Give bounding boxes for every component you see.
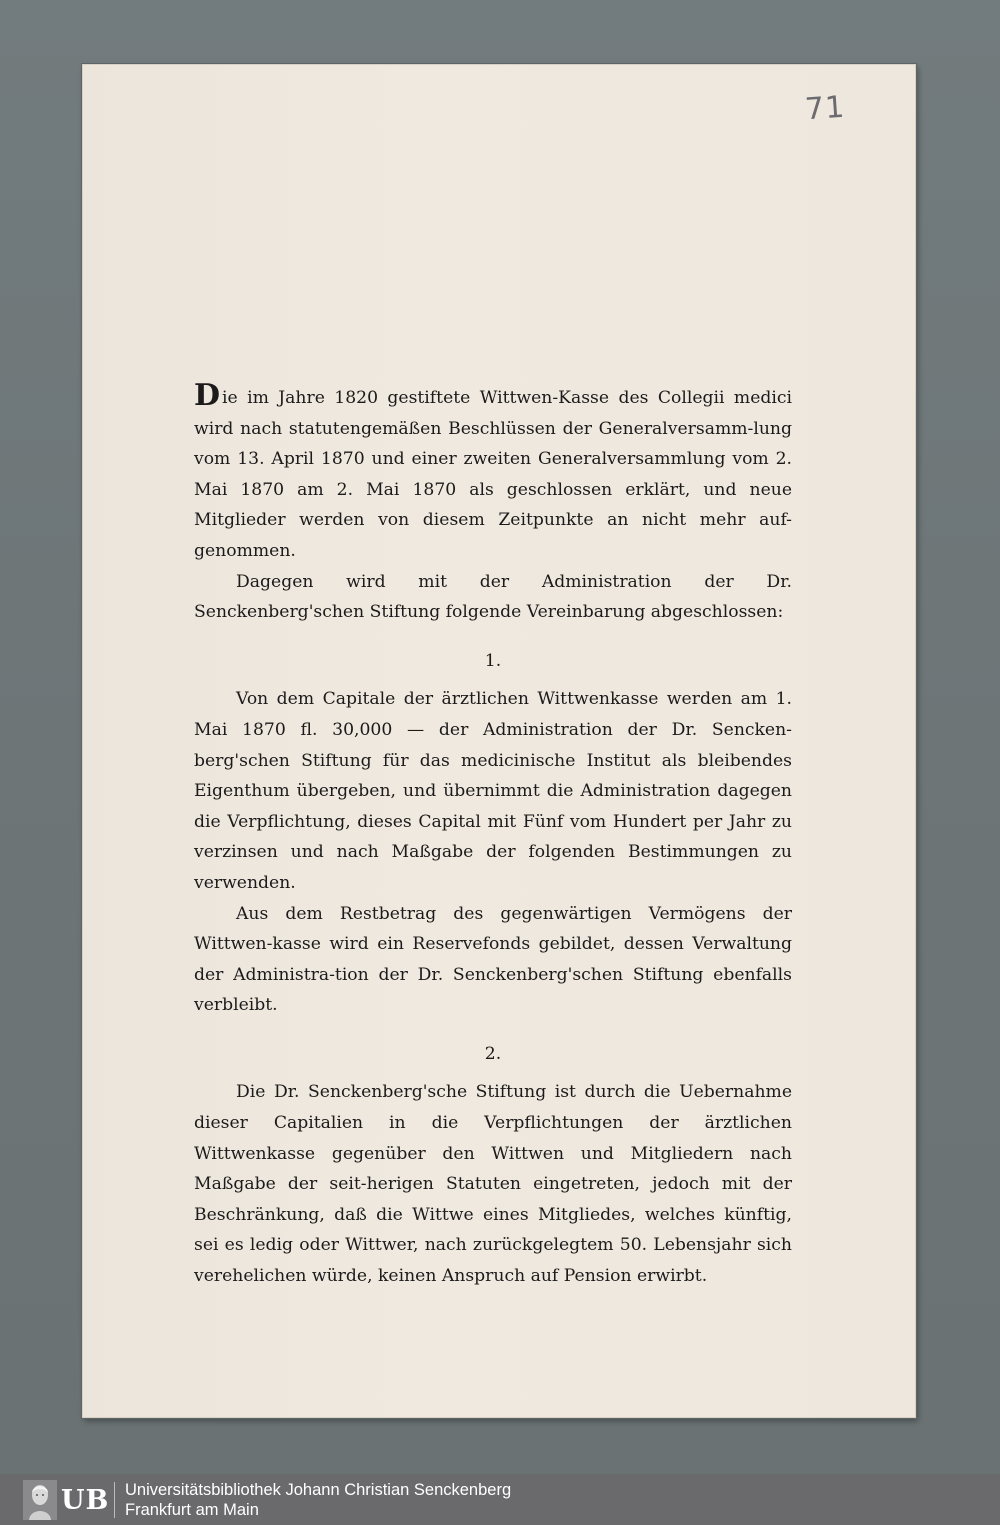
footer-divider bbox=[114, 1482, 115, 1518]
section-number-1: 1. bbox=[484, 650, 502, 671]
portrait-icon bbox=[23, 1480, 57, 1520]
footer-institution-text bbox=[125, 1480, 511, 1520]
library-logo[interactable] bbox=[23, 1480, 111, 1520]
section-number-2: 2. bbox=[484, 1043, 502, 1064]
agreement-intro-paragraph: Dagegen wird mit der Administration der Dr. Senckenberg'schen Stiftung folgende Vereinbarung abgeschlossen: bbox=[194, 571, 792, 623]
section-1-paragraph-2: Aus dem Restbetrag des gegenwärtigen Vermögens der Wittwen-kasse wird ein Reservefonds gebildet, dessen Verwaltung der Administra-tion der Dr. Senckenberg'schen Stiftung ebenfalls verbleibt. bbox=[194, 903, 792, 1016]
document-page bbox=[82, 64, 916, 1418]
pencil-page-number: 71 bbox=[803, 89, 847, 128]
footer-line-1: Universitätsbibliothek Johann Christian Senckenberg bbox=[125, 1481, 512, 1499]
drop-cap: D bbox=[194, 378, 221, 413]
opening-paragraph-text: ie im Jahre 1820 gestiftete Wittwen-Kasse des Collegii medici wird nach statutengemäßen Beschlüssen der Generalversamm-lung vom 13. April 1870 und einer zweiten Generalversammlung vom 2. Mai 1870 am 2. Mai 1870 als geschlossen erklärt, und neue Mitglieder werden von diesem Zeitpunkte an nicht mehr auf-genommen. bbox=[194, 388, 792, 561]
opening-paragraph bbox=[194, 378, 792, 567]
document-text bbox=[194, 378, 792, 1292]
section-1-paragraph-1: Von dem Capitale der ärztlichen Wittwenkasse werden am 1. Mai 1870 fl. 30,000 — der Administration der Dr. Sencken-berg'schen Stiftung für das medicinische Institut als bleibendes Eigenthum übergeben, und übernimmt die Administration dagegen die Verpflichtung, dieses Capital mit Fünf vom Hundert per Jahr zu verzinsen und nach Maßgabe der folgenden Bestimmungen zu verwenden. bbox=[194, 689, 792, 893]
library-footer bbox=[0, 1474, 1000, 1525]
section-2-paragraph-1: Die Dr. Senckenberg'sche Stiftung ist durch die Uebernahme dieser Capitalien in die Verpflichtungen der ärztlichen Wittwenkasse gegenüber den Wittwen und Mitgliedern nach Maßgabe der seit-herigen Statuten eingetreten, jedoch mit der Beschränkung, daß die Wittwe eines Mitgliedes, welches künftig, sei es ledig oder Wittwer, nach zurückgelegtem 50. Lebensjahr sich verehelichen würde, keinen Anspruch auf Pension erwirbt. bbox=[194, 1082, 792, 1287]
footer-line-2: Frankfurt am Main bbox=[125, 1501, 259, 1519]
logo-text: UB bbox=[61, 1484, 110, 1516]
